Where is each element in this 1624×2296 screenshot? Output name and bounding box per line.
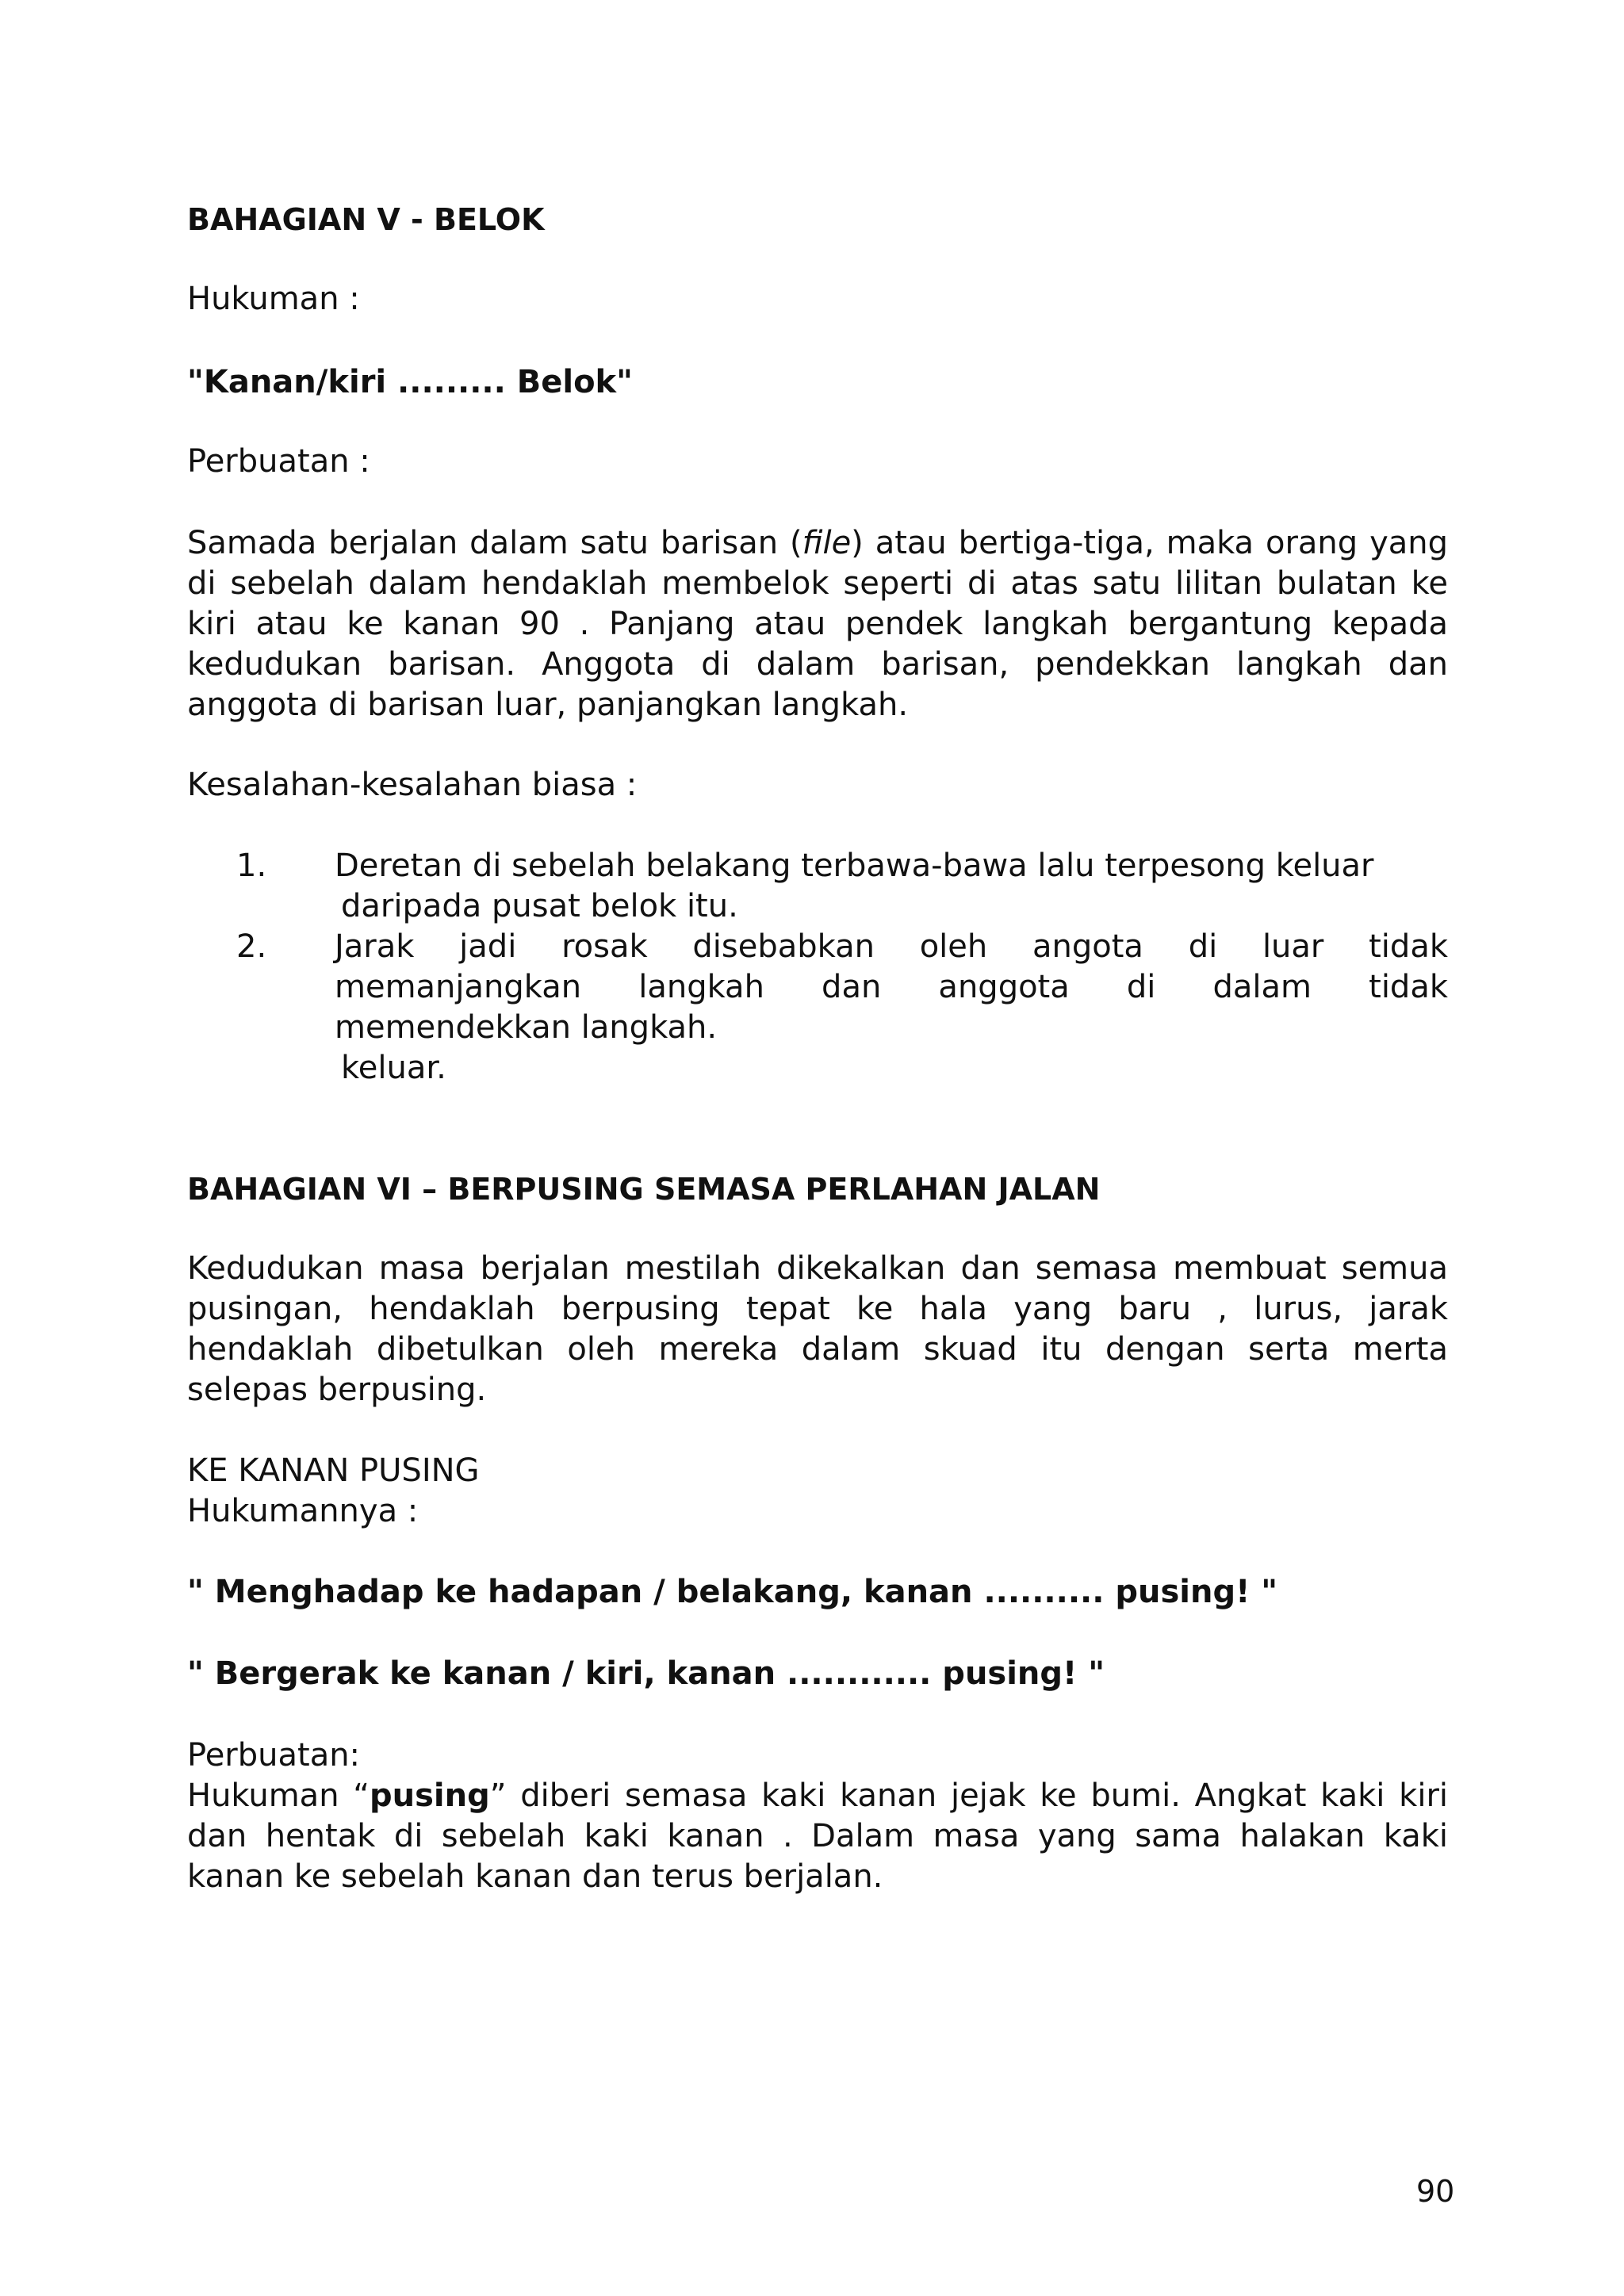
list-line: memendekkan langkah. [335, 1009, 718, 1046]
ke-kanan-pusing-subheading: KE KANAN PUSING [187, 1452, 480, 1489]
perbuatan-label: Perbuatan : [187, 443, 370, 480]
list-line: Jarak jadi rosak disebabkan oleh angota di luar tidak [335, 928, 1448, 965]
hukumannya-label: Hukumannya : [187, 1493, 419, 1529]
action-text-part1: Hukuman “ [187, 1777, 370, 1814]
list-text [335, 846, 1448, 927]
list-text [335, 927, 1448, 1089]
hukuman-label: Hukuman : [187, 281, 360, 317]
berpusing-description-paragraph: Kedudukan masa berjalan mestilah dikekalkan dan semasa membuat semua pusingan, hendaklah berpusing tepat ke hala yang baru , lurus, jarak hendaklah dibetulkan oleh mereka dalam skuad itu dengan serta merta selepas berpusing. [187, 1250, 1448, 1408]
list-number: 1. [236, 848, 267, 884]
perbuatan-label-2: Perbuatan: [187, 1737, 361, 1774]
paragraph-italic-word: file [802, 525, 852, 561]
list-line: Deretan di sebelah belakang terbawa-bawa lalu terpesong keluar [335, 848, 1374, 884]
list-line: memanjangkan langkah dan anggota di dalam tidak [335, 969, 1448, 1005]
section-v-heading: BAHAGIAN V - BELOK [187, 202, 545, 237]
list-line: daripada pusat belok itu. [341, 888, 738, 924]
action-bold-word: pusing [370, 1777, 490, 1814]
document-page [187, 0, 1448, 2296]
page-number: 90 [1416, 2174, 1455, 2209]
paragraph-text-part2: ) atau bertiga-tiga, maka orang yang di sebelah dalam hendaklah membelok seperti di atas satu lilitan bulatan ke kiri atau ke kanan 90 . Panjang atau pendek langkah bergantung kepada kedudukan barisan. Anggota di dalam barisan, pendekkan langkah dan anggota di barisan luar, panjangkan langkah. [187, 525, 1448, 723]
belok-description-paragraph [187, 523, 1448, 725]
paragraph-text-part1: Samada berjalan dalam satu barisan ( [187, 525, 802, 561]
pusing-command-2: " Bergerak ke kanan / kiri, kanan ............ pusing! " [187, 1655, 1105, 1692]
belok-command: "Kanan/kiri ......... Belok" [187, 364, 633, 400]
pusing-action-paragraph [187, 1776, 1448, 1897]
errors-label: Kesalahan-kesalahan biasa : [187, 767, 638, 803]
list-line: keluar. [341, 1050, 446, 1086]
action-text-part2: ” diberi semasa kaki kanan jejak ke bumi. Angkat kaki kiri dan hentak di sebelah kaki kanan . Dalam masa yang sama halakan kaki kanan ke sebelah kanan dan terus berjalan. [187, 1777, 1448, 1895]
list-number: 2. [236, 928, 267, 965]
pusing-command-1: " Menghadap ke hadapan / belakang, kanan .......... pusing! " [187, 1574, 1278, 1610]
section-vi-heading: BAHAGIAN VI – BERPUSING SEMASA PERLAHAN JALAN [187, 1172, 1101, 1207]
